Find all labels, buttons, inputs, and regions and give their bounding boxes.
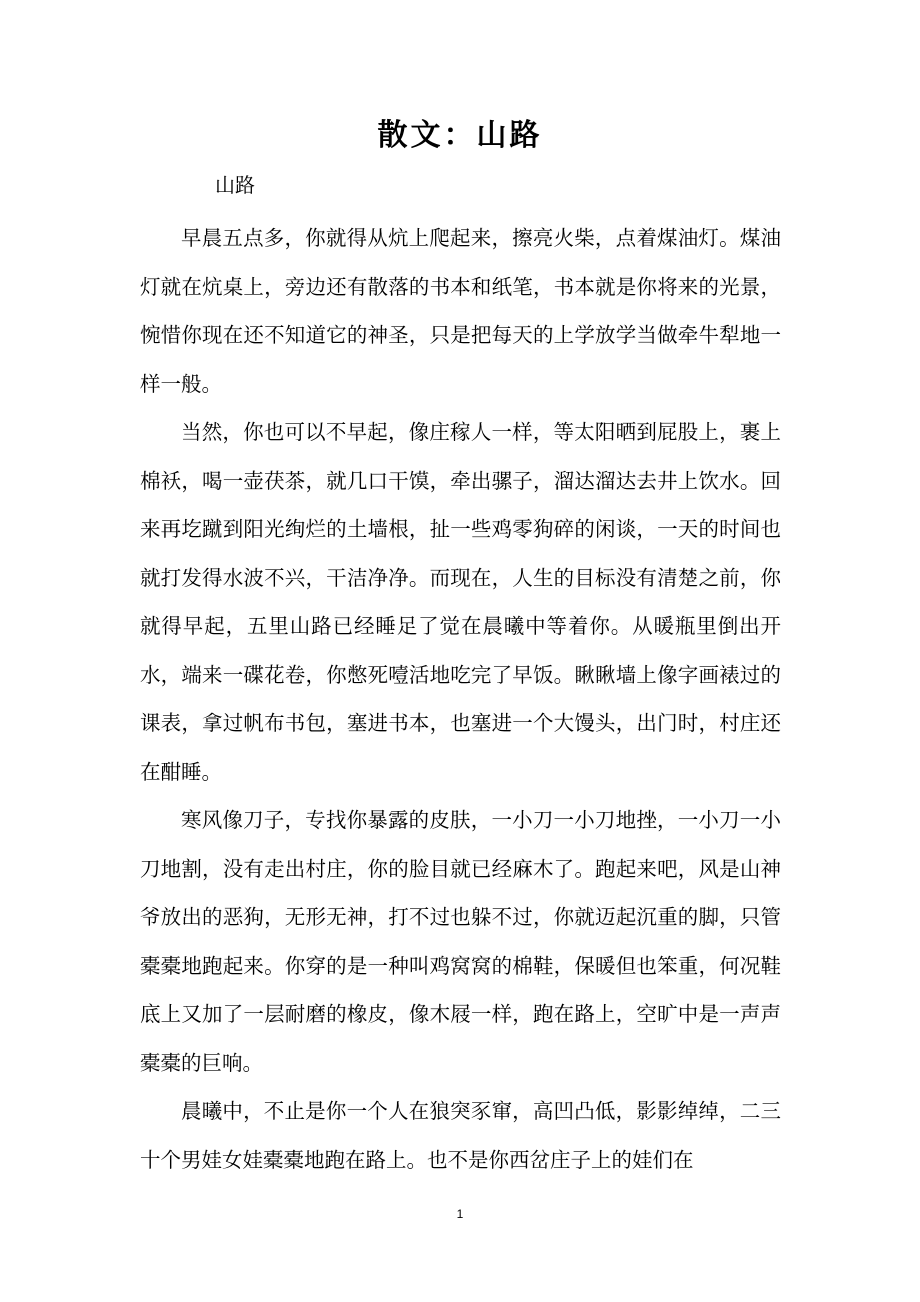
document-body xyxy=(140,214,781,1184)
document-title: 散文：山路 xyxy=(377,118,543,153)
paragraph-3: 寒风像刀子，专找你暴露的皮肤，一小刀一小刀地挫，一小刀一小刀地割，没有走出村庄，你的脸目就已经麻木了。跑起来吧，风是山神爷放出的恶狗，无形无神，打不过也躲不过，你就迈起沉重的脚，只管橐橐地跑起来。你穿的是一种叫鸡窝窝的棉鞋，保暖但也笨重，何况鞋底上又加了一层耐磨的橡皮，像木屐一样，跑在路上，空旷中是一声声橐橐的巨响。 xyxy=(140,808,781,1075)
page-number: 1 xyxy=(456,1207,464,1221)
paragraph-4: 晨曦中，不止是你一个人在狼突豕窜，高凹凸低，影影绰绰，二三十个男娃女娃橐橐地跑在路上。也不是你西岔庄子上的娃们在 xyxy=(140,1099,781,1172)
document-subtitle: 山路 xyxy=(215,173,255,197)
paragraph-1: 早晨五点多，你就得从炕上爬起来，擦亮火柴，点着煤油灯。煤油灯就在炕桌上，旁边还有散落的书本和纸笔，书本就是你将来的光景，惋惜你现在还不知道它的神圣，只是把每天的上学放学当做牵牛犁地一样一般。 xyxy=(140,226,781,396)
paragraph-2: 当然，你也可以不早起，像庄稼人一样，等太阳晒到屁股上，裹上棉袄，喝一壶茯茶，就几口干馍，牵出骡子，溜达溜达去井上饮水。回来再圪蹴到阳光绚烂的土墙根，扯一些鸡零狗碎的闲谈，一天的时间也就打发得水波不兴，干洁净净。而现在，人生的目标没有清楚之前，你就得早起，五里山路已经睡足了觉在晨曦中等着你。从暖瓶里倒出开水，端来一碟花卷，你憋死噎活地吃完了早饭。瞅瞅墙上像字画裱过的课表，拿过帆布书包，塞进书本，也塞进一个大馒头，出门时，村庄还在酣睡。 xyxy=(140,420,781,784)
